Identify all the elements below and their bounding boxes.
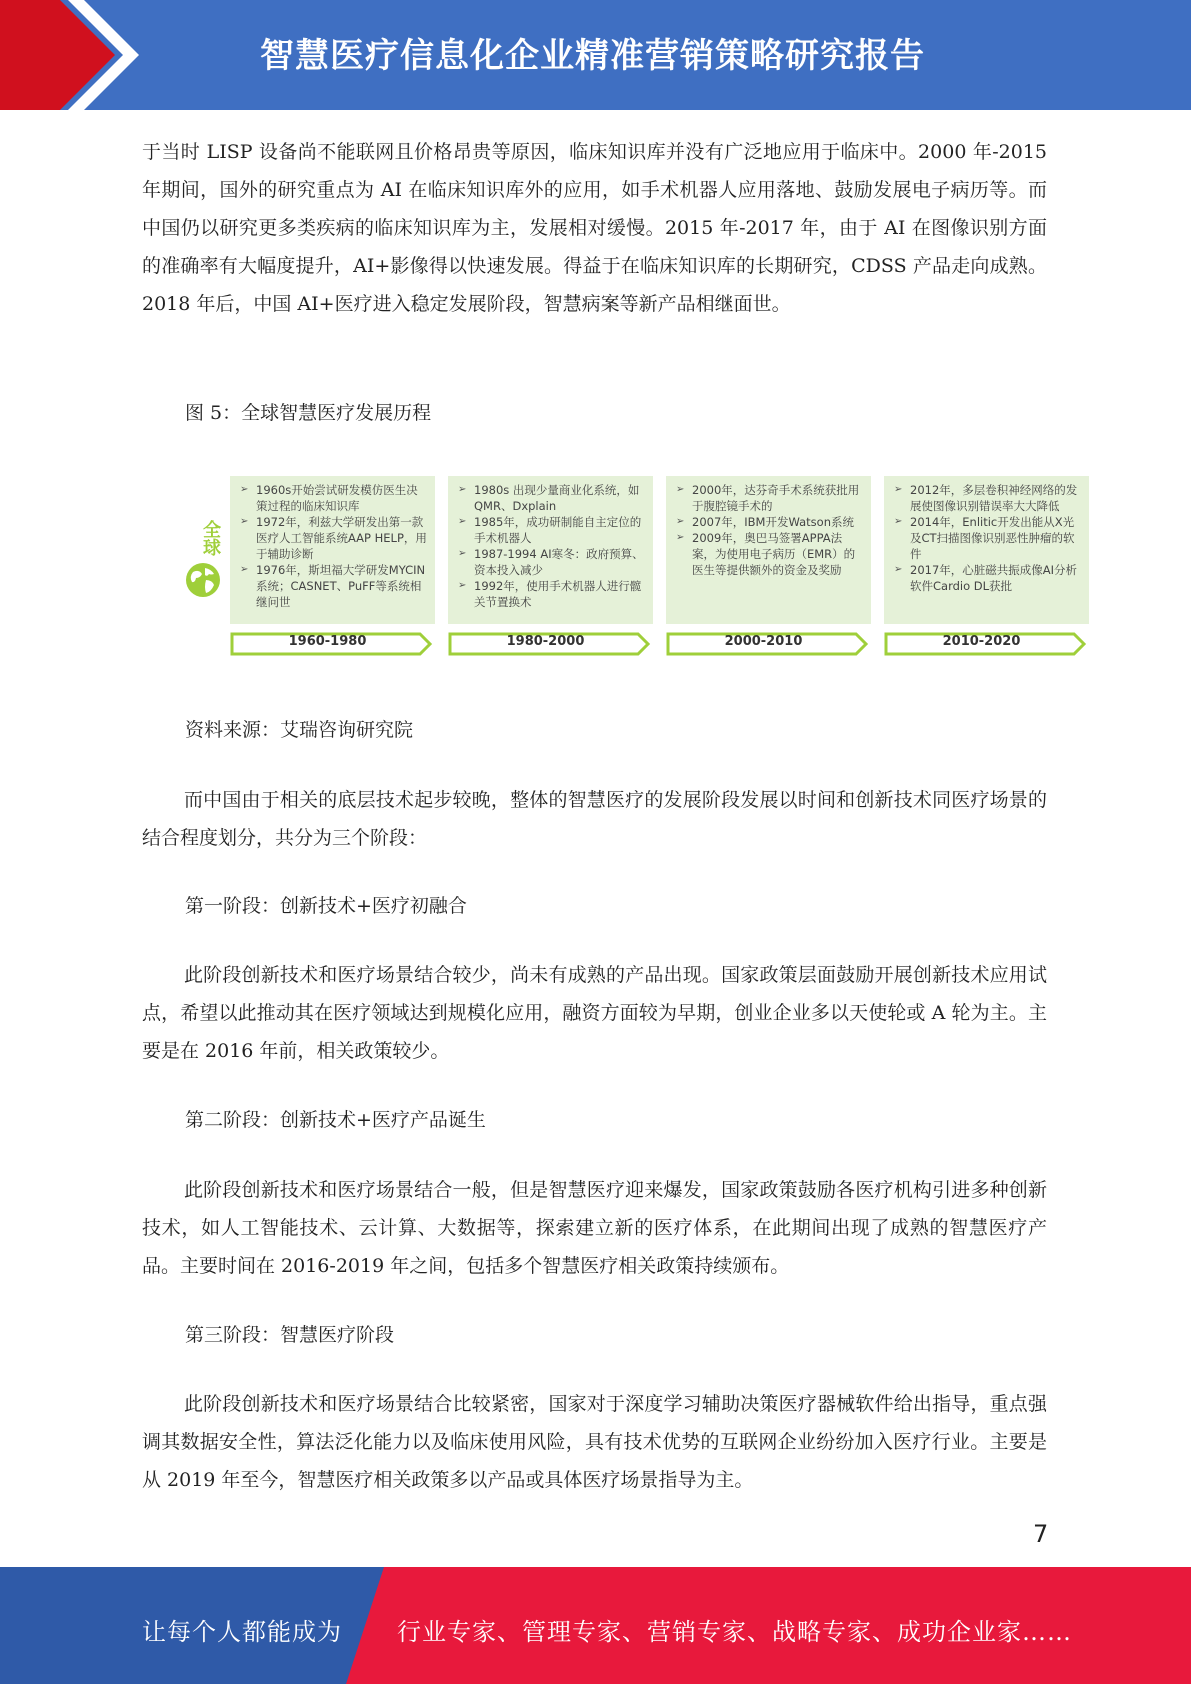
period-box-1960-1980 xyxy=(230,476,435,624)
stage3-heading: 第三阶段：智慧医疗阶段 xyxy=(185,1324,395,1346)
timeline-item: ➢ 2012年，多层卷积神经网络的发展使图像识别错误率大大降低 xyxy=(894,482,1081,514)
timeline-item: ➢ 2007年，IBM开发Watson系统 xyxy=(676,514,863,530)
timeline-item: ➢ 1972年，利兹大学研发出第一款医疗人工智能系统AAP HELP，用于辅助诊断 xyxy=(240,514,427,562)
paragraph-china-stages: 而中国由于相关的底层技术起步较晚，整体的智慧医疗的发展阶段发展以时间和创新技术同医疗场景的结合程度划分，共分为三个阶段： xyxy=(142,789,1047,849)
footer-slogan-right: 行业专家、管理专家、营销专家、战略专家、成功企业家…… xyxy=(397,1618,1072,1646)
globe-icon xyxy=(185,562,221,598)
period-arrow-1980-2000 xyxy=(448,630,653,658)
period-arrow-1960-1980 xyxy=(230,630,435,658)
stage3-paragraph: 此阶段创新技术和医疗场景结合比较紧密，国家对于深度学习辅助决策医疗器械软件给出指导，重点强调其数据安全性，算法泛化能力以及临床使用风险，具有技术优势的互联网企业纷纷加入医疗行业。主要是从 2019 年至今，智慧医疗相关政策多以产品或具体医疗场景指导为主。 xyxy=(142,1393,1047,1491)
period-arrow-2000-2010 xyxy=(666,630,871,658)
report-title: 智慧医疗信息化企业精准营销策略研究报告 xyxy=(260,36,925,76)
timeline-item: ➢ 2017年，心脏磁共振成像AI分析软件Cardio DL获批 xyxy=(894,562,1081,594)
timeline-item: ➢ 1980s 出现少量商业化系统，如QMR、Dxplain xyxy=(458,482,645,514)
stage1-paragraph: 此阶段创新技术和医疗场景结合较少，尚未有成熟的产品出现。国家政策层面鼓励开展创新技术应用试点，希望以此推动其在医疗领域达到规模化应用，融资方面较为早期，创业企业多以天使轮或 A 轮为主。主要是在 2016 年前，相关政策较少。 xyxy=(142,964,1047,1062)
global-timeline-figure xyxy=(185,470,1091,670)
timeline-item: ➢ 1992年，使用手术机器人进行髋关节置换术 xyxy=(458,578,645,610)
global-label: 全球 xyxy=(200,520,221,556)
global-label-group xyxy=(185,520,230,602)
period-box-1980-2000 xyxy=(448,476,653,624)
timeline-item: ➢ 1976年，斯坦福大学研发MYCIN系统；CASNET、PuFF等系统相继问世 xyxy=(240,562,427,610)
period-label: 1960-1980 xyxy=(288,634,367,649)
stage1-heading: 第一阶段：创新技术+医疗初融合 xyxy=(185,895,467,917)
page-header xyxy=(0,0,1191,110)
page-number: 7 xyxy=(1033,1520,1049,1548)
source-note: 资料来源：艾瑞咨询研究院 xyxy=(185,719,414,741)
figure-caption: 图 5：全球智慧医疗发展历程 xyxy=(185,402,432,424)
timeline-item: ➢ 1987-1994 AI寒冬：政府预算、资本投入减少 xyxy=(458,546,645,578)
stage2-heading: 第二阶段：创新技术+医疗产品诞生 xyxy=(185,1109,486,1131)
period-label: 1980-2000 xyxy=(506,634,585,649)
timeline-item: ➢ 2014年，Enlitic开发出能从X光及CT扫描图像识别恶性肿瘤的软件 xyxy=(894,514,1081,562)
period-label: 2000-2010 xyxy=(724,634,803,649)
header-red-chevron xyxy=(0,0,150,110)
period-label: 2010-2020 xyxy=(942,634,1021,649)
timeline-item: ➢ 2009年，奥巴马签署APPA法案，为使用电子病历（EMR）的医生等提供额外的资金及奖励 xyxy=(676,530,863,578)
timeline-item: ➢ 1960s开始尝试研发模仿医生决策过程的临床知识库 xyxy=(240,482,427,514)
footer-slogan-left: 让每个人都能成为 xyxy=(142,1618,342,1646)
period-box-2010-2020 xyxy=(884,476,1089,624)
timeline-item: ➢ 2000年，达芬奇手术系统获批用于腹腔镜手术的 xyxy=(676,482,863,514)
period-arrow-2010-2020 xyxy=(884,630,1089,658)
stage2-paragraph: 此阶段创新技术和医疗场景结合一般，但是智慧医疗迎来爆发，国家政策鼓励各医疗机构引进多种创新技术，如人工智能技术、云计算、大数据等，探索建立新的医疗体系，在此期间出现了成熟的智慧医疗产品。主要时间在 2016-2019 年之间，包括多个智慧医疗相关政策持续颁布。 xyxy=(142,1179,1047,1277)
timeline-item: ➢ 1985年，成功研制能自主定位的手术机器人 xyxy=(458,514,645,546)
paragraph-intro: 于当时 LISP 设备尚不能联网且价格昂贵等原因，临床知识库并没有广泛地应用于临床中。2000 年-2015 年期间，国外的研究重点为 AI 在临床知识库外的应用，如手术机器人应用落地、鼓励发展电子病历等。而中国仍以研究更多类疾病的临床知识库为主，发展相对缓慢。2015 年-2017 年，由于 AI 在图像识别方面的准确率有大幅度提升，AI+影像得以快速发展。得益于在临床知识库的长期研究，CDSS 产品走向成熟。2018 年后，中国 AI+医疗进入稳定发展阶段，智慧病案等新产品相继面世。 xyxy=(142,141,1047,315)
period-box-2000-2010 xyxy=(666,476,871,624)
